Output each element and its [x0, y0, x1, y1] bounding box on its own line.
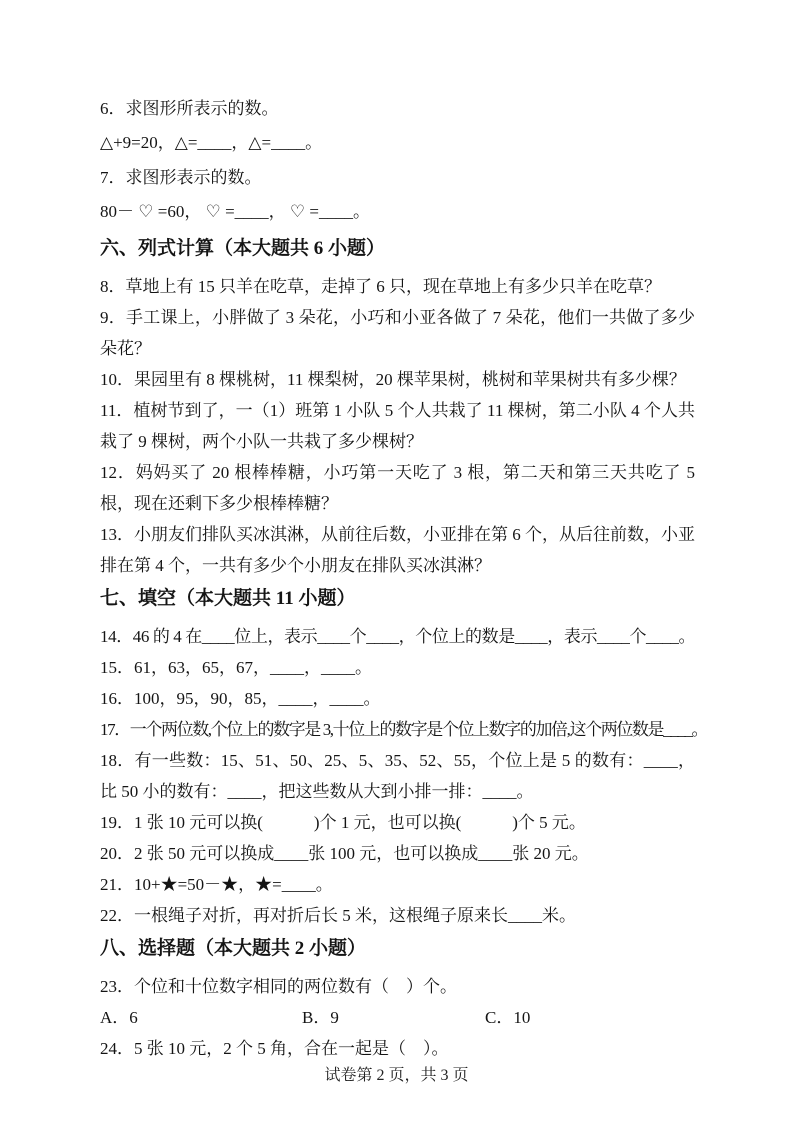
problem-18: 18．有一些数：15、51、50、25、5、35、52、55，个位上是 5 的数有：____，比 50 小的数有：____，把这些数从大到小排一排：____。 — [100, 751, 695, 801]
page-footer: 试卷第 2 页，共 3 页 — [324, 1067, 469, 1084]
problem-11: 11．植树节到了，一（1）班第 1 小队 5 个人共栽了 11 棵树，第二小队 4 个人共栽了 9 棵树，两个小队一共栽了多少棵树？ — [100, 401, 695, 451]
problem-24: 24．5 张 10 元，2 个 5 角，合在一起是（ ）。 — [100, 1039, 449, 1058]
problem-9: 9．手工课上，小胖做了 3 朵花，小巧和小亚各做了 7 朵花，他们一共做了多少朵花？ — [100, 308, 695, 358]
section-7-heading: 七、填空（本大题共 11 小题） — [100, 588, 356, 609]
section-8-heading: 八、选择题（本大题共 2 小题） — [100, 938, 367, 959]
problem-16: 16．100，95，90，85，____，____。 — [100, 689, 381, 708]
problem-23-options — [100, 1002, 695, 1033]
section-6-heading: 六、列式计算（本大题共 6 小题） — [100, 238, 386, 259]
problem-15: 15．61，63，65，67，____，____。 — [100, 658, 372, 677]
problem-22: 22．一根绳子对折，再对折后长 5 米，这根绳子原来长____米。 — [100, 906, 576, 925]
problem-12: 12．妈妈买了 20 根棒棒糖，小巧第一天吃了 3 根，第二天和第三天共吃了 5 根，现在还剩下多少根棒棒糖？ — [100, 463, 695, 513]
problem-6-equation-triangle: △+9=20，△=____，△=____。 — [100, 133, 323, 152]
option-c: C．10 — [485, 1008, 531, 1027]
problem-14: 14．46 的 4 在____位上，表示____个____，个位上的数是____，表示____个____。 — [100, 627, 696, 646]
problem-17: 17．一个两位数,个位上的数字是 3,十位上的数字是个位上数字的加倍,这个两位数是____。 — [100, 720, 708, 739]
problem-7-title: 7．求图形表示的数。 — [100, 168, 262, 187]
option-a: A．6 — [100, 1008, 138, 1027]
problem-6-title: 6．求图形所表示的数。 — [100, 99, 279, 118]
problem-7-equation-heart: 80－ ♡ =60， ♡ =____， ♡ =____。 — [100, 202, 370, 221]
paper-body — [100, 93, 708, 1064]
problem-10: 10．果园里有 8 棵桃树，11 棵梨树，20 棵苹果树，桃树和苹果树共有多少棵？ — [100, 370, 686, 389]
problem-23: 23．个位和十位数字相同的两位数有（ ）个。 — [100, 977, 457, 996]
problem-8: 8．草地上有 15 只羊在吃草，走掉了 6 只，现在草地上有多少只羊在吃草？ — [100, 277, 661, 296]
problem-21-equation-star: 21．10+★=50－★，★=____。 — [100, 875, 333, 894]
problem-20: 20．2 张 50 元可以换成____张 100 元，也可以换成____张 20 元。 — [100, 844, 589, 863]
problem-19: 19．1 张 10 元可以换( )个 1 元，也可以换( )个 5 元。 — [100, 813, 586, 832]
problem-13: 13．小朋友们排队买冰淇淋，从前往后数，小亚排在第 6 个，从后往前数，小亚排在第 4 个，一共有多少个小朋友在排队买冰淇淋？ — [100, 525, 695, 575]
option-b: B．9 — [302, 1008, 339, 1027]
